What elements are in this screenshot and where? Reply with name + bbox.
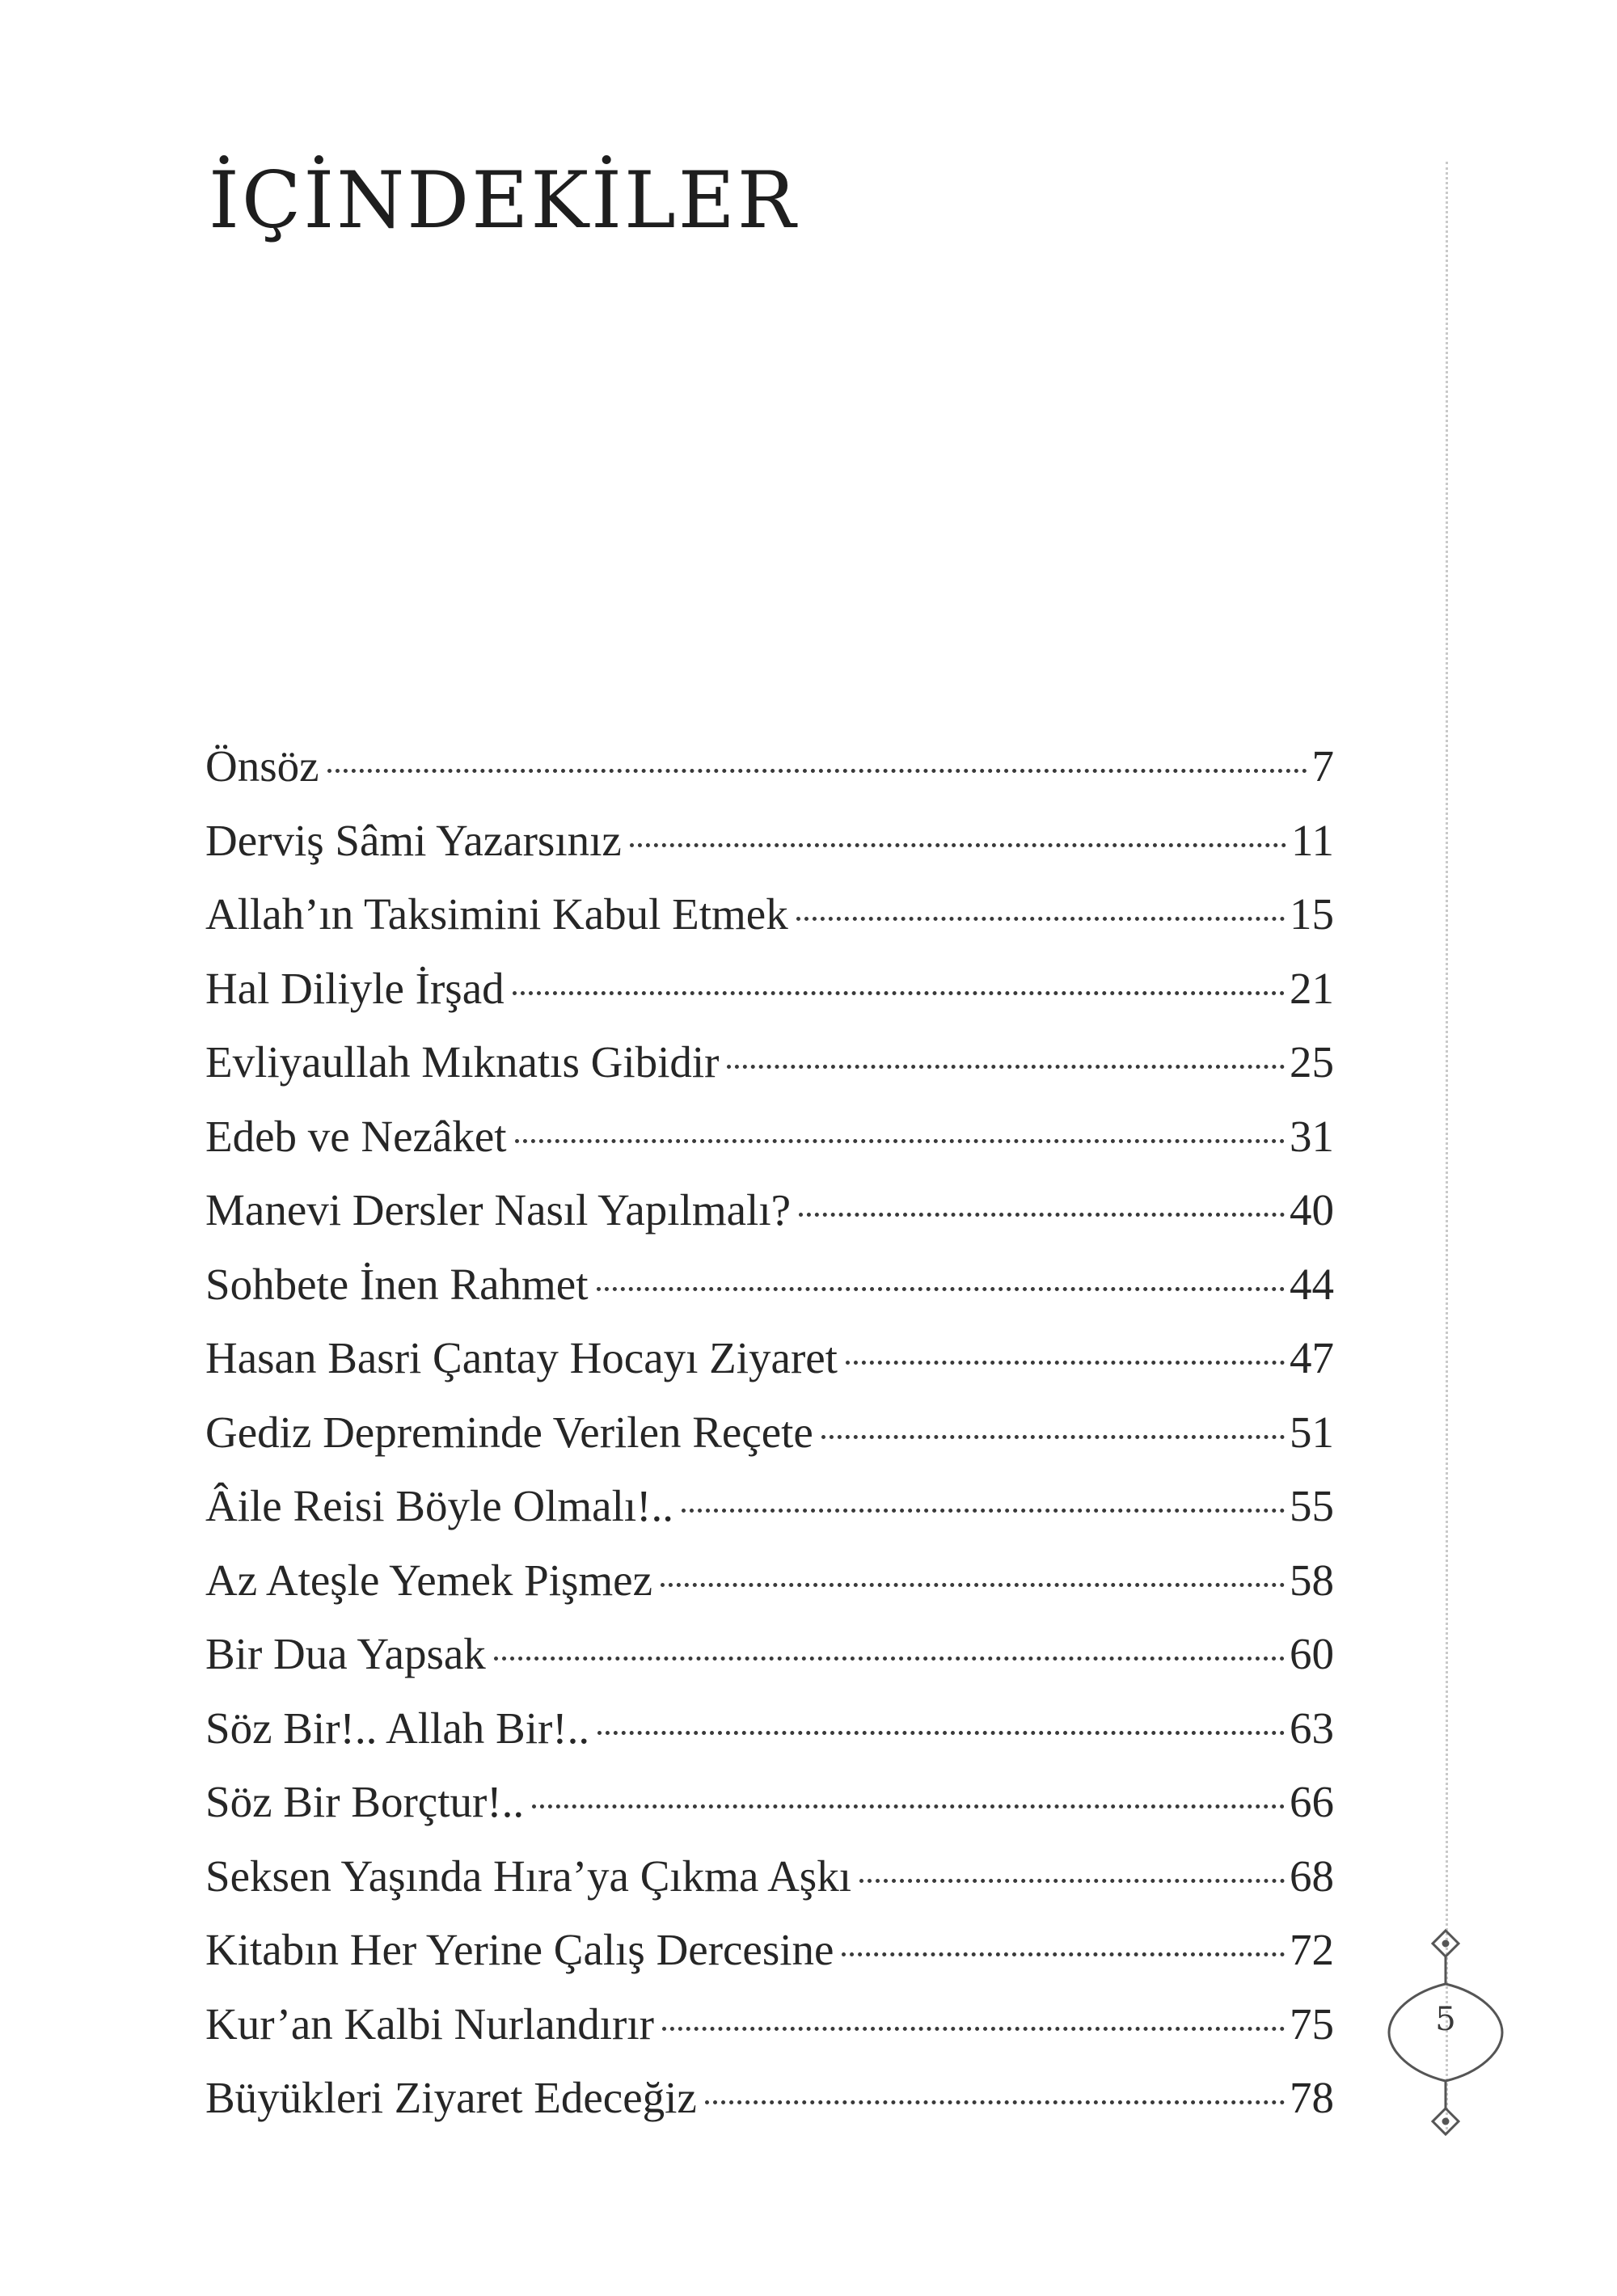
toc-dot-leader (705, 2100, 1285, 2104)
toc-entry-page-number: 55 (1290, 1481, 1334, 1530)
toc-entry-title: Hal Diliyle İrşad (205, 963, 505, 1013)
toc-dot-leader (327, 769, 1307, 773)
table-of-contents (205, 741, 1334, 2146)
toc-entry-title: Az Ateşle Yemek Pişmez (205, 1555, 653, 1605)
toc-entry-title: Evliyaullah Mıknatıs Gibidir (205, 1037, 720, 1087)
toc-entry[interactable] (205, 2072, 1334, 2146)
toc-entry[interactable] (205, 815, 1334, 889)
toc-entry-page-number: 21 (1290, 963, 1334, 1013)
toc-entry-title: Kur’an Kalbi Nurlandırır (205, 1998, 654, 2049)
toc-entry-page-number: 72 (1290, 1925, 1334, 1974)
toc-entry-page-number: 31 (1290, 1111, 1334, 1161)
toc-dot-leader (597, 1287, 1286, 1291)
toc-entry-title: Allah’ın Taksimini Kabul Etmek (205, 889, 788, 939)
toc-entry[interactable] (205, 741, 1334, 815)
toc-entry-title: Edeb ve Nezâket (205, 1111, 507, 1161)
toc-entry-title: Kitabın Her Yerine Çalış Dercesine (205, 1925, 834, 1974)
toc-entry-title: Seksen Yaşında Hıra’ya Çıkma Aşkı (205, 1851, 851, 1901)
toc-entry[interactable] (205, 1407, 1334, 1481)
toc-entry-page-number: 15 (1290, 889, 1334, 939)
toc-dot-leader (662, 2027, 1285, 2031)
toc-dot-leader (630, 843, 1286, 847)
toc-entry-page-number: 11 (1291, 815, 1334, 865)
toc-entry-page-number: 66 (1290, 1777, 1334, 1826)
toc-entry-title: Bir Dua Yapsak (205, 1629, 486, 1678)
toc-entry-page-number: 78 (1290, 2073, 1334, 2122)
toc-dot-leader (513, 991, 1285, 995)
toc-entry-page-number: 75 (1290, 1998, 1334, 2049)
toc-dot-leader (727, 1065, 1285, 1069)
toc-dot-leader (796, 917, 1285, 921)
page-title: İÇİNDEKİLER (209, 155, 799, 246)
toc-entry-page-number: 40 (1290, 1185, 1334, 1235)
toc-dot-leader (859, 1879, 1285, 1883)
toc-entry[interactable] (205, 1184, 1334, 1259)
toc-entry-title: Söz Bir Borçtur!.. (205, 1777, 525, 1826)
toc-dot-leader (846, 1361, 1285, 1365)
toc-entry[interactable] (205, 888, 1334, 963)
toc-entry[interactable] (205, 1259, 1334, 1333)
toc-entry-page-number: 7 (1311, 741, 1334, 791)
toc-dot-leader (532, 1804, 1285, 1809)
toc-entry-page-number: 47 (1290, 1333, 1334, 1382)
toc-entry-title: Manevi Dersler Nasıl Yapılmalı? (205, 1185, 792, 1235)
toc-entry-page-number: 68 (1290, 1851, 1334, 1901)
toc-dot-leader (494, 1657, 1285, 1661)
toc-dot-leader (597, 1731, 1285, 1735)
toc-entry-page-number: 63 (1290, 1703, 1334, 1753)
toc-entry[interactable] (205, 1628, 1334, 1703)
toc-dot-leader (821, 1435, 1285, 1439)
margin-dotted-rule (1446, 162, 1448, 2134)
toc-entry-title: Büyükleri Ziyaret Edeceğiz (205, 2073, 697, 2122)
toc-entry-title: Sohbete İnen Rahmet (205, 1259, 589, 1309)
toc-entry[interactable] (205, 1480, 1334, 1555)
toc-entry[interactable] (205, 1036, 1334, 1111)
page-number: 5 (1435, 2001, 1456, 2038)
toc-dot-leader (799, 1213, 1285, 1217)
toc-entry-page-number: 25 (1290, 1037, 1334, 1087)
toc-entry[interactable] (205, 1332, 1334, 1407)
toc-entry[interactable] (205, 1998, 1334, 2073)
toc-entry-page-number: 58 (1290, 1555, 1334, 1605)
toc-entry[interactable] (205, 1776, 1334, 1851)
toc-dot-leader (515, 1139, 1285, 1143)
toc-dot-leader (661, 1583, 1285, 1587)
toc-entry[interactable] (205, 963, 1334, 1037)
toc-entry[interactable] (205, 1111, 1334, 1185)
toc-entry[interactable] (205, 1924, 1334, 1998)
toc-entry-title: Âile Reisi Böyle Olmalı!.. (205, 1481, 673, 1530)
toc-dot-leader (842, 1952, 1285, 1956)
toc-entry-title: Söz Bir!.. Allah Bir!.. (205, 1703, 590, 1753)
toc-entry-title: Gediz Depreminde Verilen Reçete (205, 1407, 813, 1457)
toc-entry[interactable] (205, 1851, 1334, 1925)
toc-entry[interactable] (205, 1703, 1334, 1777)
toc-entry[interactable] (205, 1555, 1334, 1629)
toc-entry-title: Önsöz (205, 741, 319, 791)
toc-entry-page-number: 60 (1290, 1629, 1334, 1678)
toc-dot-leader (682, 1509, 1285, 1513)
toc-entry-title: Hasan Basri Çantay Hocayı Ziyaret (205, 1333, 838, 1382)
toc-entry-page-number: 44 (1290, 1259, 1334, 1309)
toc-entry-page-number: 51 (1290, 1407, 1334, 1457)
toc-entry-title: Derviş Sâmi Yazarsınız (205, 815, 622, 865)
